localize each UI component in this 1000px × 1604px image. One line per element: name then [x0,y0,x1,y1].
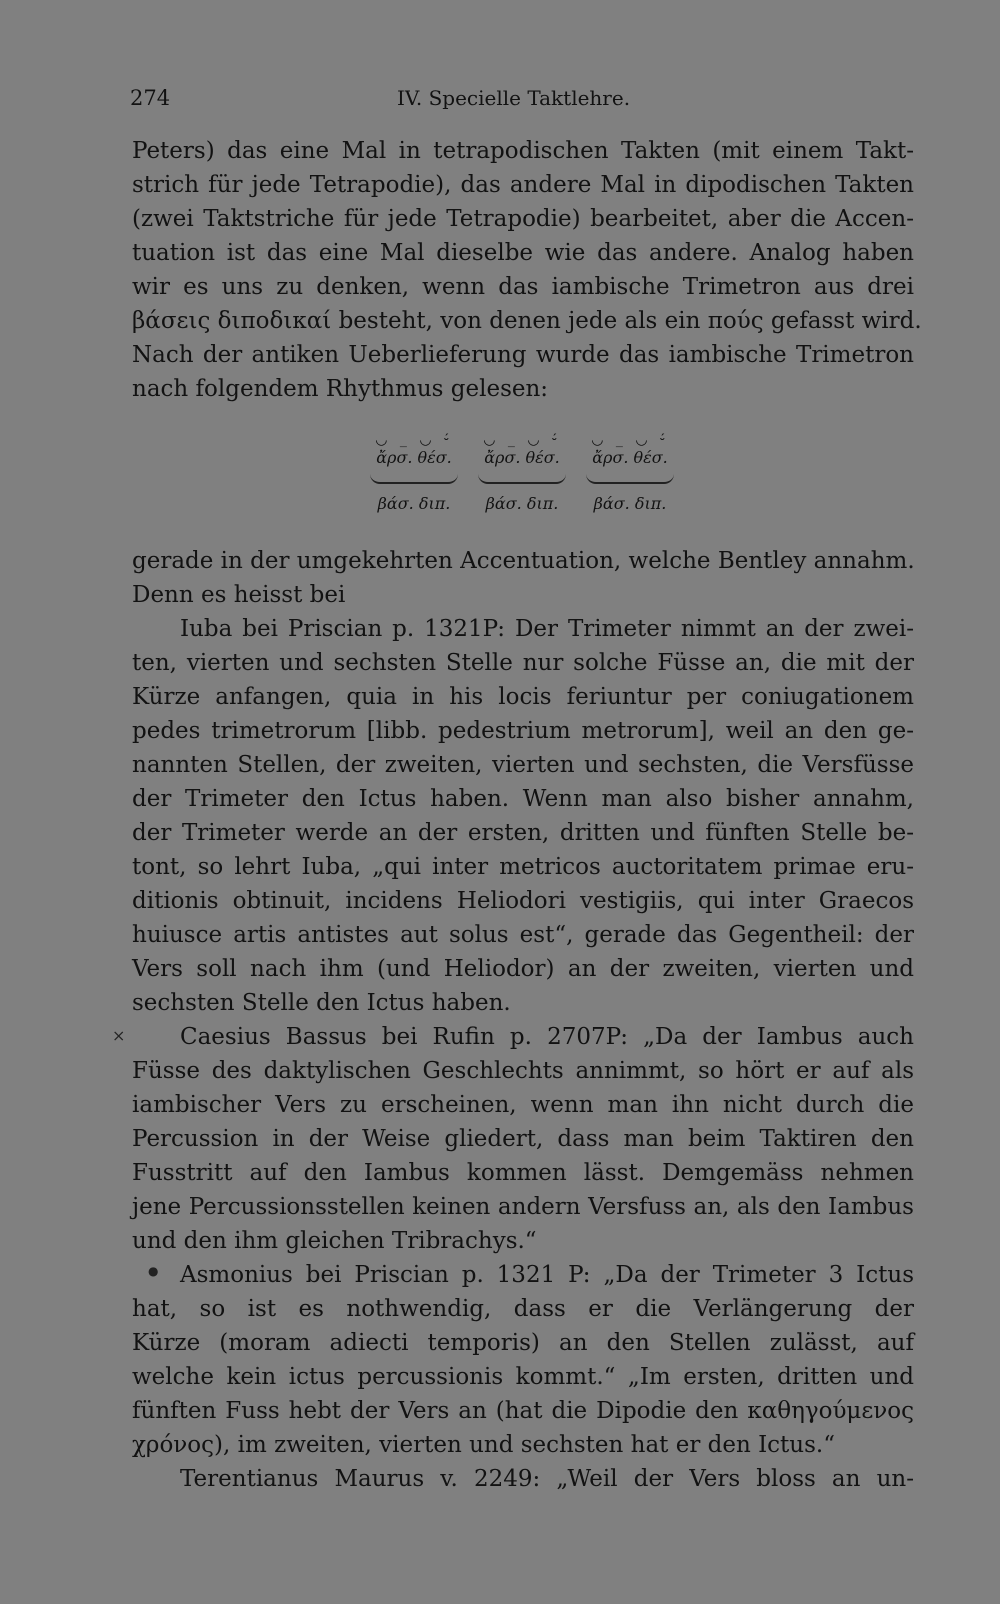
text-line: hat, so ist es nothwendig, dass er die Verlängerung der [132,1296,914,1322]
text-line: Fusstritt auf den Iambus kommen lässt. Demgemäss nehmen [132,1160,914,1186]
text-line: Terentianus Maurus v. 2249: „Weil der Vers bloss an un- [180,1466,914,1492]
text-line: wir es uns zu denken, wenn das iambische Trimetron aus drei [132,274,914,300]
text-line: und den ihm gleichen Tribrachys.“ [132,1228,537,1254]
text-line: huiusce artis antistes aut solus est“, gerade das Gegentheil: der [132,922,914,948]
text-line: tont, so lehrt Iuba, „qui inter metricos auctoritatem primae eru- [132,854,914,880]
text-line: tuation ist das eine Mal dieselbe wie das andere. Analog haben [132,240,914,266]
meter-brace [478,474,566,484]
text-line: fünften Fuss hebt der Vers an (hat die Dipodie den καθηγούμενος [132,1398,914,1424]
text-line: (zwei Taktstriche für jede Tetrapodie) bearbeitet, aber die Accen- [132,206,914,232]
text-line: Denn es heisst bei [132,582,346,608]
text-line: nach folgendem Rhythmus gelesen: [132,376,549,402]
meter-base: βάσ. διπ. [485,494,559,513]
text-block-upper [132,134,922,406]
text-line: der Trimeter werde an der ersten, dritten und fünften Stelle be- [132,820,914,846]
text-line: Percussion in der Weise gliedert, dass man beim Taktiren den [132,1126,914,1152]
text-line: Füsse des daktylischen Geschlechts annimmt, so hört er auf als [132,1058,914,1084]
text-line: strich für jede Tetrapodie), das andere Mal in dipodischen Takten [132,172,914,198]
text-line: χρόνος), im zweiten, vierten und sechsten hat er den Ictus.“ [132,1432,835,1458]
text-line: jene Percussionsstellen keinen andern Versfuss an, als den Iambus [132,1194,914,1220]
text-line: welche kein ictus percussionis kommt.“ „Im ersten, dritten und [132,1364,914,1390]
page-header [130,86,910,116]
margin-dot: ● [148,1264,159,1278]
text-line: Caesius Bassus bei Rufin p. 2707P: „Da der Iambus auch [180,1024,914,1050]
meter-feet: ἄρσ. θέσ. [376,448,452,467]
text-line: Vers soll nach ihm (und Heliodor) an der zweiten, vierten und [132,956,914,982]
meter-base: βάσ. διπ. [377,494,451,513]
text-line: iambischer Vers zu erscheinen, wenn man ihn nicht durch die [132,1092,914,1118]
meter-dipody [580,432,680,513]
meter-scheme [364,432,684,522]
meter-dipody [364,432,464,513]
text-line: ditionis obtinuit, incidens Heliodori vestigiis, qui inter Graecos [132,888,914,914]
text-line: pedes trimetrorum [libb. pedestrium metrorum], weil an den ge- [132,718,914,744]
text-line: Nach der antiken Ueberlieferung wurde das iambische Trimetron [132,342,914,368]
meter-brace [586,474,674,484]
page-number: 274 [130,86,171,110]
meter-marks: ◡ _ ◡ ⏑́ [483,432,561,448]
meter-brace [370,474,458,484]
text-line: Peters) das eine Mal in tetrapodischen Takten (mit einem Takt- [132,138,914,164]
text-line: ten, vierten und sechsten Stelle nur solche Füsse an, die mit der [132,650,914,676]
text-line: nannten Stellen, der zweiten, vierten und sechsten, die Versfüsse [132,752,914,778]
meter-marks: ◡ _ ◡ ⏑́ [375,432,453,448]
text-block-lower [132,544,914,1496]
text-line: βάσεις διποδικαί besteht, von denen jede als ein πούς gefasst wird. [132,308,922,334]
text-line: gerade in der umgekehrten Accentuation, welche Bentley annahm. [132,548,915,574]
text-line: Kürze (moram adiecti temporis) an den Stellen zulässt, auf [132,1330,914,1356]
meter-dipody [472,432,572,513]
text-line: Iuba bei Priscian p. 1321P: Der Trimeter nimmt an der zwei- [180,616,914,642]
meter-feet: ἄρσ. θέσ. [484,448,560,467]
meter-marks: ◡ _ ◡ ⏑́ [591,432,669,448]
margin-mark: × [112,1026,126,1045]
text-line: der Trimeter den Ictus haben. Wenn man also bisher annahm, [132,786,914,812]
text-line: sechsten Stelle den Ictus haben. [132,990,511,1016]
meter-base: βάσ. διπ. [593,494,667,513]
meter-feet: ἄρσ. θέσ. [592,448,668,467]
text-line: Asmonius bei Priscian p. 1321 P: „Da der Trimeter 3 Ictus [180,1262,914,1288]
text-line: Kürze anfangen, quia in his locis feriuntur per coniugationem [132,684,914,710]
running-head: IV. Specielle Taktlehre. [397,86,631,110]
